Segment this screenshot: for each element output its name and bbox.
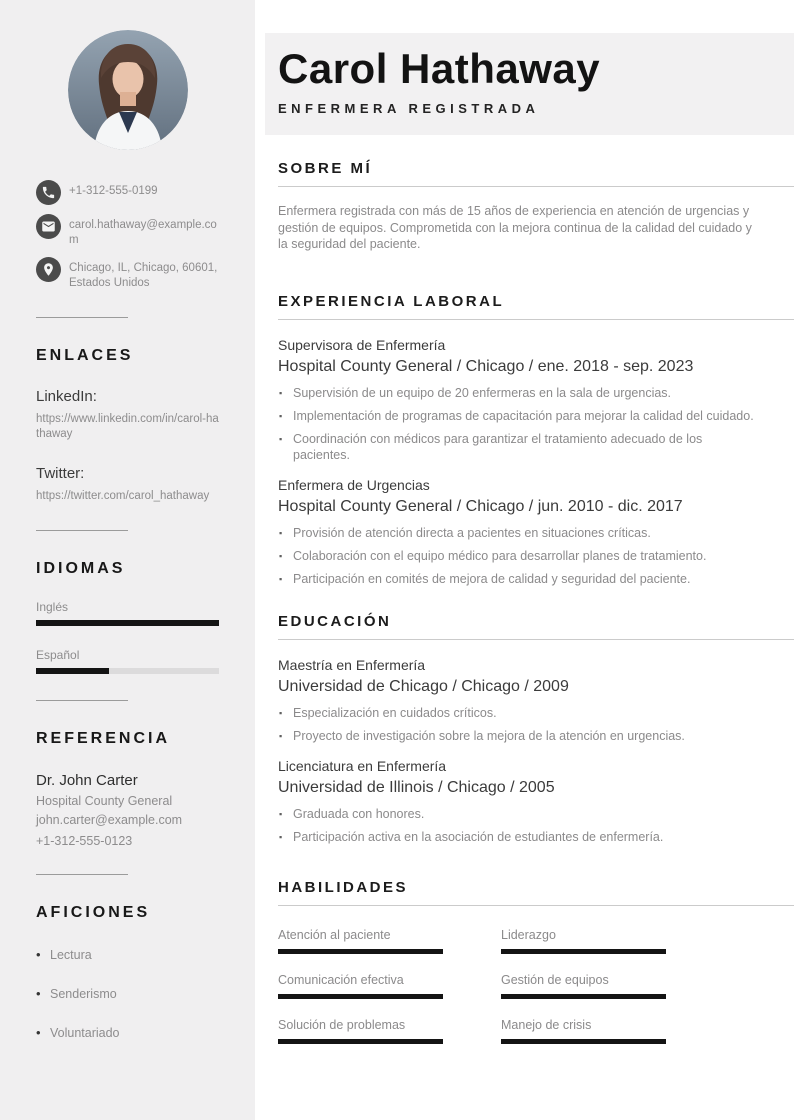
job-bullet: ▪ Colaboración con el equipo médico para desarrollar planes de tratamiento.: [278, 548, 756, 564]
sidebar-divider: [36, 530, 128, 531]
main-column: [255, 0, 794, 1044]
link-linkedin: [36, 388, 255, 442]
skill-level-track: [278, 1039, 443, 1044]
candidate-name: Carol Hathaway: [278, 45, 601, 92]
section-about: [278, 160, 794, 253]
name-header: [265, 33, 794, 135]
skill-name: Liderazgo: [501, 927, 556, 942]
location-pin-icon: [36, 257, 61, 282]
reference-name: Dr. John Carter: [36, 772, 138, 789]
skill-item: [501, 928, 666, 954]
degree-title: Maestría en Enfermería: [278, 656, 426, 673]
degree-meta: Universidad de Illinois / Chicago / 2005: [278, 778, 555, 796]
degree-bullets: [278, 806, 756, 845]
contact-email: [36, 214, 255, 248]
section-experience: [278, 293, 794, 587]
skill-item: [501, 1018, 666, 1044]
linkedin-url[interactable]: https://www.linkedin.com/in/carol-hathaway: [36, 413, 219, 440]
degree-bullet: ▪ Graduada con honores.: [278, 806, 756, 822]
location-text: Chicago, IL, Chicago, 60601, Estados Unidos: [69, 262, 218, 289]
job-title: Enfermera de Urgencias: [278, 476, 430, 493]
language-level-track: [36, 620, 219, 626]
job-bullet: ▪ Participación en comités de mejora de calidad y seguridad del paciente.: [278, 571, 756, 587]
skill-item: [278, 973, 443, 999]
job-entry: [278, 337, 794, 463]
job-entry: [278, 477, 794, 587]
twitter-label: Twitter:: [36, 465, 85, 482]
degree-meta: Universidad de Chicago / Chicago / 2009: [278, 677, 569, 695]
phone-number: +1-312-555-0199: [69, 185, 158, 197]
job-meta: Hospital County General / Chicago / jun. 2010 - dic. 2017: [278, 497, 683, 515]
degree-title: Licenciatura en Enfermería: [278, 757, 447, 774]
skill-level-bar: [501, 994, 666, 999]
main-content: [255, 160, 794, 1044]
skill-name: Gestión de equipos: [501, 972, 609, 987]
candidate-title: ENFERMERA REGISTRADA: [278, 101, 540, 116]
skill-name: Comunicación efectiva: [278, 972, 404, 987]
link-twitter: [36, 465, 255, 504]
skills-grid: [278, 928, 794, 1044]
hobby-list: [36, 948, 255, 1040]
contact-phone: [36, 180, 255, 205]
links-heading: ENLACES: [36, 347, 134, 364]
language-level-bar: [36, 620, 219, 626]
reference-email: john.carter@example.com: [36, 813, 183, 827]
language-level-bar: [36, 668, 109, 674]
languages-heading: IDIOMAS: [36, 560, 126, 577]
job-bullet: ▪ Supervisión de un equipo de 20 enfermeras en la sala de urgencias.: [278, 385, 756, 401]
skill-name: Manejo de crisis: [501, 1017, 592, 1032]
profile-photo: [68, 30, 188, 150]
skill-level-track: [278, 994, 443, 999]
sidebar: [0, 0, 255, 1120]
job-bullets: [278, 525, 756, 587]
about-text: Enfermera registrada con más de 15 años de experiencia en atención de urgencias y gestión de equipos. Comprometida con la mejora continua de la calidad del cuidado y la seguridad del paciente.: [278, 204, 752, 251]
reference-phone: +1-312-555-0123: [36, 834, 133, 848]
skill-level-bar: [278, 994, 443, 999]
skill-item: [278, 928, 443, 954]
skill-level-bar: [278, 1039, 443, 1044]
skill-item: [278, 1018, 443, 1044]
language-name: Español: [36, 648, 80, 662]
reference-heading: REFERENCIA: [36, 730, 171, 747]
skill-level-bar: [501, 949, 666, 954]
skill-level-track: [501, 1039, 666, 1044]
reference-block: [36, 772, 255, 848]
linkedin-label: LinkedIn:: [36, 388, 97, 405]
envelope-icon: [36, 214, 61, 239]
twitter-url[interactable]: https://twitter.com/carol_hathaway: [36, 490, 210, 502]
skill-name: Atención al paciente: [278, 927, 391, 942]
education-entry: [278, 657, 794, 744]
hobby-item: • Senderismo: [36, 987, 255, 1001]
skill-level-bar: [278, 949, 443, 954]
skills-heading: HABILIDADES: [278, 879, 794, 906]
experience-heading: EXPERIENCIA LABORAL: [278, 293, 794, 320]
education-entry: [278, 758, 794, 845]
sidebar-divider: [36, 317, 128, 318]
language-item: [36, 600, 219, 626]
degree-bullets: [278, 705, 756, 744]
job-bullet: ▪ Implementación de programas de capacitación para mejorar la calidad del cuidado.: [278, 408, 756, 424]
section-skills: [278, 879, 794, 1044]
degree-bullet: ▪ Proyecto de investigación sobre la mejora de la atención en urgencias.: [278, 728, 756, 744]
section-education: [278, 613, 794, 845]
language-item: [36, 648, 219, 674]
language-level-track: [36, 668, 219, 674]
phone-icon: [36, 180, 61, 205]
contact-location: [36, 257, 255, 291]
skill-level-track: [278, 949, 443, 954]
contact-info: [36, 180, 255, 291]
reference-organization: Hospital County General: [36, 794, 173, 808]
hobby-item: • Voluntariado: [36, 1026, 255, 1040]
email-address: carol.hathaway@example.com: [69, 219, 217, 246]
skill-name: Solución de problemas: [278, 1017, 406, 1032]
hobby-item: • Lectura: [36, 948, 255, 962]
sidebar-divider: [36, 874, 128, 875]
education-heading: EDUCACIÓN: [278, 613, 794, 640]
degree-bullet: ▪ Especialización en cuidados críticos.: [278, 705, 756, 721]
skill-level-track: [501, 949, 666, 954]
job-bullet: ▪ Coordinación con médicos para garantizar el tratamiento adecuado de los pacientes.: [278, 431, 756, 463]
skill-level-track: [501, 994, 666, 999]
degree-bullet: ▪ Participación activa en la asociación de estudiantes de enfermería.: [278, 829, 756, 845]
language-name: Inglés: [36, 600, 69, 614]
sidebar-divider: [36, 700, 128, 701]
job-title: Supervisora de Enfermería: [278, 336, 446, 353]
skill-item: [501, 973, 666, 999]
job-bullets: [278, 385, 756, 463]
skill-level-bar: [501, 1039, 666, 1044]
job-bullet: ▪ Provisión de atención directa a pacientes en situaciones críticas.: [278, 525, 756, 541]
job-meta: Hospital County General / Chicago / ene. 2018 - sep. 2023: [278, 357, 694, 375]
hobbies-heading: AFICIONES: [36, 904, 151, 921]
profile-photo-illustration: [68, 30, 188, 150]
about-heading: SOBRE MÍ: [278, 160, 794, 187]
